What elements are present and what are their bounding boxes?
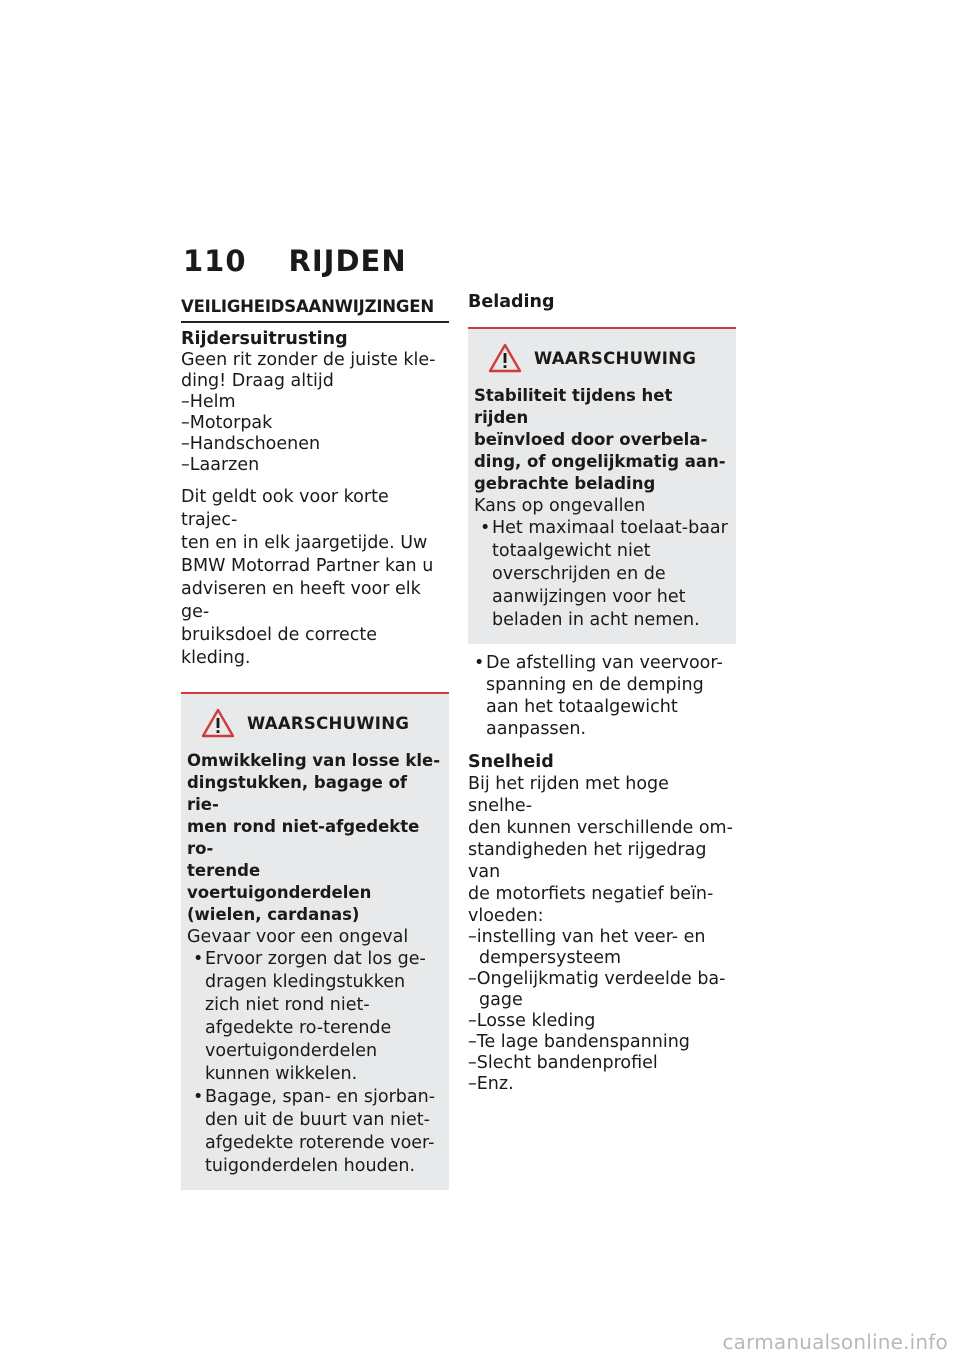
warning-cause-line: Stabiliteit tijdens het rijden xyxy=(474,386,673,427)
speed-line: Bij het rijden met hoge snelhe- xyxy=(468,774,669,816)
gear-item: – Laarzen xyxy=(181,455,449,476)
paragraph-line: bruiksdoel de correcte kleding. xyxy=(181,625,377,668)
chapter-title: RIJDEN xyxy=(288,244,407,278)
gear-paragraph xyxy=(181,486,449,670)
sub-heading-speed: Snelheid xyxy=(468,752,554,772)
warning-triangle-icon xyxy=(201,708,235,738)
warning-cause-line: beïnvloed door overbela- xyxy=(474,430,708,449)
warning-risk: Kans op ongevallen xyxy=(474,496,646,516)
warning-box-loading xyxy=(468,327,736,644)
speed-factor: – Ongelijkmatig verdeelde ba-gage xyxy=(468,969,736,1011)
paragraph-line: ten en in elk jaargetijde. Uw xyxy=(181,533,428,553)
speed-factor: – Enz. xyxy=(468,1074,736,1095)
warning-bullets xyxy=(187,948,443,1178)
speed-factor: – Te lage bandenspanning xyxy=(468,1032,736,1053)
speed-section xyxy=(468,752,736,1095)
warning-bullet: • Ervoor zorgen dat los ge-dragen kledingstukken zich niet rond niet-afgedekte ro-terende voertuigonderdelen kunnen wikkelen. xyxy=(187,948,443,1086)
paragraph-line: Dit geldt ook voor korte trajec- xyxy=(181,487,389,530)
warning-cause-line: terende voertuigonderdelen xyxy=(187,861,372,902)
warning-triangle-icon xyxy=(488,343,522,373)
warning-title: WAARSCHUWING xyxy=(247,713,410,733)
speed-line: den kunnen verschillende om- xyxy=(468,818,733,838)
intro-line: Geen rit zonder de juiste kle- xyxy=(181,350,436,370)
watermark: carmanualsonline.info xyxy=(722,1330,948,1354)
speed-factor: – instelling van het veer- en dempersysteem xyxy=(468,927,736,969)
speed-factor: – Losse kleding xyxy=(468,1011,736,1032)
speed-line: standigheden het rijgedrag van xyxy=(468,840,707,882)
warning-header xyxy=(488,343,730,373)
warning-risk: Gevaar voor een ongeval xyxy=(187,927,409,947)
warning-box-clothing xyxy=(181,692,449,1190)
warning-cause-line: ding, of ongelijkmatig aan- xyxy=(474,452,726,471)
warning-bullet: • Bagage, span- en sjorban-den uit de buurt van niet-afgedekte roterende voer-tuigonderdelen houden. xyxy=(187,1086,443,1178)
sub-heading-loading: Belading xyxy=(468,292,555,312)
warning-cause-line: gebrachte belading xyxy=(474,474,656,493)
gear-item: – Motorpak xyxy=(181,413,449,434)
warning-cause-line: dingstukken, bagage of rie- xyxy=(187,773,408,814)
right-column xyxy=(468,290,736,1095)
warning-cause-line: (wielen, cardanas) xyxy=(187,905,360,924)
warning-cause-line: Omwikkeling van losse kle- xyxy=(187,751,441,770)
warning-bullet: • Het maximaal toelaat-baar totaalgewicht niet overschrijden en de aanwijzingen voor het beladen in acht nemen. xyxy=(474,517,730,632)
intro-line: ding! Draag altijd xyxy=(181,371,334,391)
page-number: 110 xyxy=(183,244,247,278)
warning-cause-line: men rond niet-afgedekte ro- xyxy=(187,817,420,858)
paragraph-line: adviseren en heeft voor elk ge- xyxy=(181,579,421,622)
warning-bullets xyxy=(474,517,730,632)
left-column xyxy=(181,290,449,1190)
gear-item: – Helm xyxy=(181,392,449,413)
warning-title: WAARSCHUWING xyxy=(534,348,697,368)
paragraph-line: BMW Motorrad Partner kan u xyxy=(181,556,434,576)
warning-header xyxy=(201,708,443,738)
suspension-bullets xyxy=(468,652,736,740)
page-header xyxy=(183,244,407,278)
section-title: VEILIGHEIDSAANWIJZINGEN xyxy=(181,296,449,323)
gear-item: – Handschoenen xyxy=(181,434,449,455)
speed-factor: – Slecht bandenprofiel xyxy=(468,1053,736,1074)
sub-heading-rider-gear: Rijdersuitrusting xyxy=(181,329,348,349)
gear-list xyxy=(181,392,449,476)
suspension-bullet: • De afstelling van veervoor-spanning en de demping aan het totaalgewicht aanpassen. xyxy=(468,652,736,740)
speed-line: de motorfiets negatief beïn- xyxy=(468,884,714,904)
intro-text xyxy=(181,350,449,392)
speed-line: vloeden: xyxy=(468,906,544,926)
speed-factor-list xyxy=(468,927,736,1095)
